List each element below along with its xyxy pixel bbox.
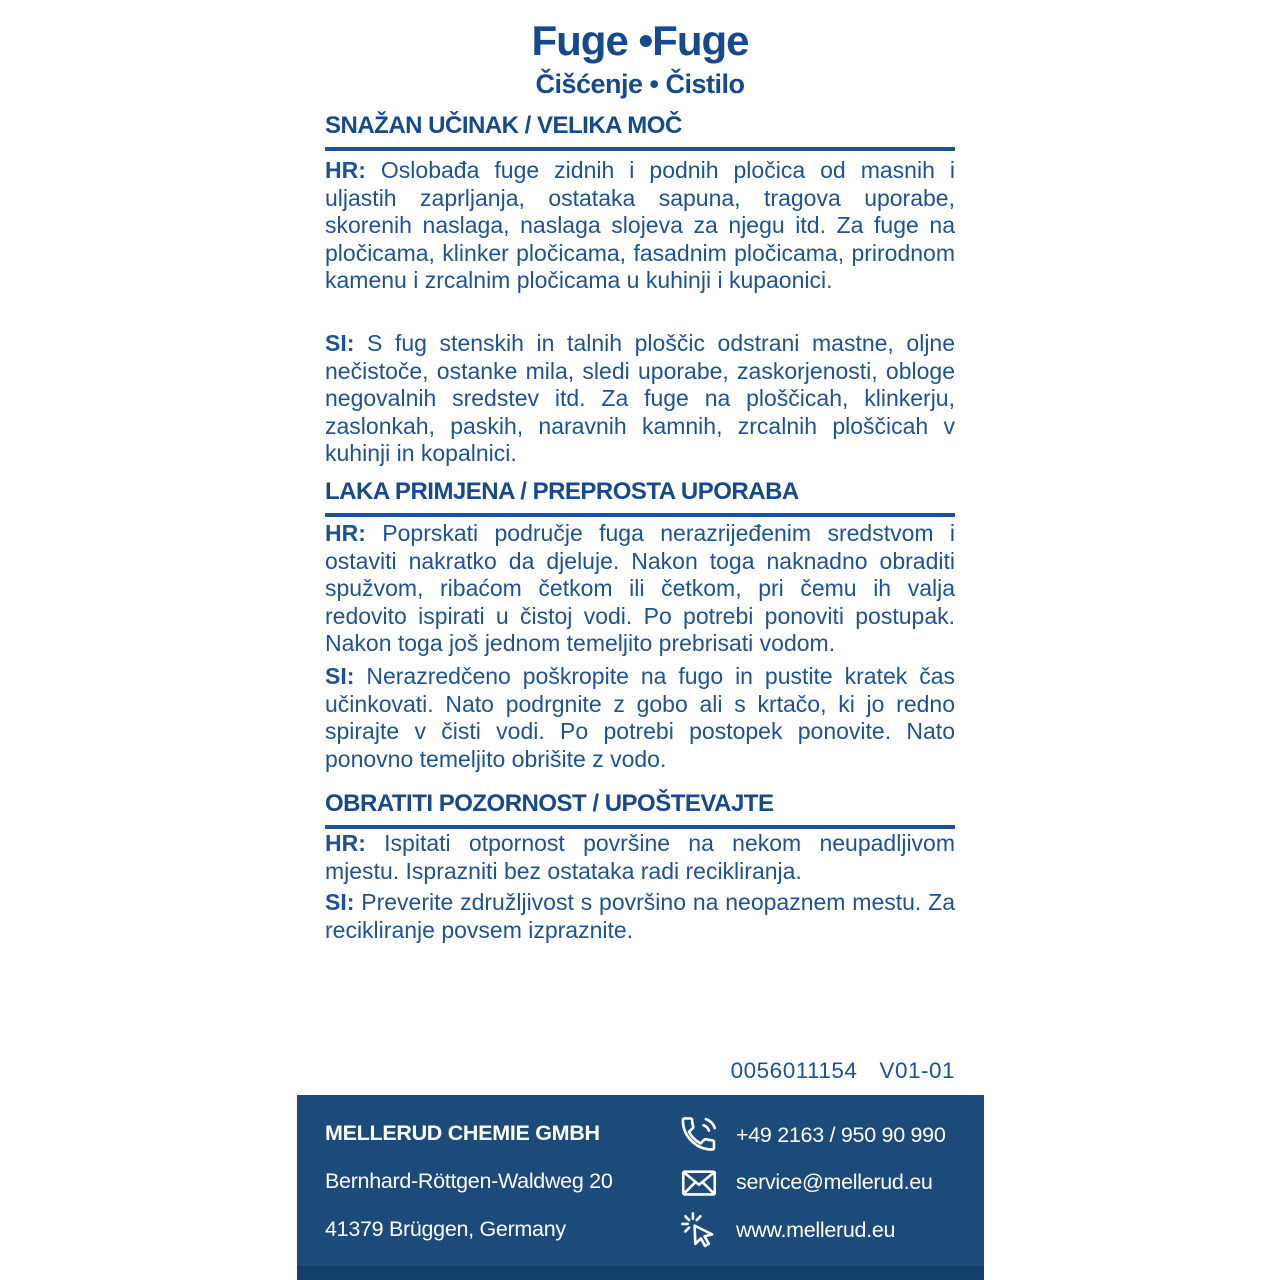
section-heading-effect: SNAŽAN UČINAK / VELIKA MOČ	[325, 112, 955, 151]
lang-label-si: SI:	[325, 663, 355, 689]
section-heading-attention: OBRATITI POZORNOST / UPOŠTEVAJTE	[325, 790, 955, 829]
paragraph-text: S fug stenskih in talnih ploščic odstrani mastne, oljne nečistoče, ostanke mila, sledi uporabe, zaskorjenosti, obloge negovalnih sredstev itd. Za fuge na ploščicah, klinkerju, zaslonkah, paskih, naravnih kamnih, zrcalnih ploščicah v kuhinji in kopalnici.	[325, 330, 956, 466]
paragraph-text: Ispitati otpornost površine na nekom neupadljivom mjestu. Isprazniti bez ostataka radi recikliranja.	[325, 830, 956, 884]
address-city: 41379 Brüggen, Germany	[325, 1217, 566, 1241]
email-address: service@mellerud.eu	[736, 1170, 933, 1194]
version-code: V01-01	[879, 1058, 955, 1083]
email-icon	[677, 1161, 721, 1205]
website-url: www.mellerud.eu	[736, 1217, 896, 1242]
address-street: Bernhard-Röttgen-Waldweg 20	[325, 1169, 613, 1193]
label-header	[0, 18, 1280, 101]
manufacturer-footer	[297, 1095, 984, 1280]
lang-label-si: SI:	[325, 889, 355, 915]
contact-block	[677, 1111, 960, 1254]
paragraph-application-si	[325, 663, 955, 773]
product-code-line	[731, 1058, 955, 1084]
lang-label-si: SI:	[325, 330, 355, 356]
paragraph-text: Nerazredčeno poškropite na fugo in pustite kratek čas učinkovati. Nato podrgnite z gobo ali s krtačo, ki jo redno spirajte v čisti vodi. Po potrebi postopek ponovite. Nato ponovno temeljito obrišite z vodo.	[325, 663, 955, 772]
lang-label-hr: HR:	[325, 157, 366, 183]
paragraph-text: Oslobađa fuge zidnih i podnih pločica od masnih i uljastih zaprljanja, ostataka sapuna, tragova uporabe, skorenih naslaga, naslaga slojeva za njegu itd. Za fuge na pločicama, klinker pločicama, fasadnim pločicama, prirodnom kamenu i zrcalnim pločicama u kuhinji i kupaonici.	[325, 157, 956, 293]
company-name: MELLERUD CHEMIE GMBH	[325, 1121, 600, 1145]
paragraph-text: Poprskati područje fuga nerazrijeđenim sredstvom i ostaviti nakratko da djeluje. Nakon toga naknadno obraditi spužvom, ribaćom četkom ili četkom, pri čemu ih valja redovito ispirati u čistoj vodi. Po potrebi ponoviti postupak. Nakon toga još jednom temeljito prebrisati vodom.	[325, 520, 956, 656]
paragraph-application-hr	[325, 520, 955, 658]
product-subtitle: Čišćenje • Čistilo	[535, 69, 745, 100]
manufacturer-address-block	[325, 1111, 677, 1254]
footer-content	[297, 1095, 984, 1266]
phone-icon	[677, 1113, 721, 1157]
paragraph-attention-hr	[325, 830, 955, 885]
footer-bottom-stripe	[297, 1266, 984, 1280]
lang-label-hr: HR:	[325, 830, 366, 856]
paragraph-effect-si	[325, 330, 955, 468]
paragraph-effect-hr	[325, 157, 955, 295]
paragraph-attention-si	[325, 889, 955, 944]
click-icon	[677, 1208, 721, 1252]
product-title: Fuge •Fuge	[531, 17, 749, 64]
phone-number: +49 2163 / 950 90 990	[736, 1122, 946, 1147]
section-heading-application: LAKA PRIMJENA / PREPROSTA UPORABA	[325, 478, 955, 517]
product-code: 0056011154	[730, 1058, 858, 1083]
contact-row-phone	[677, 1113, 960, 1157]
contact-row-email	[677, 1161, 960, 1205]
lang-label-hr: HR:	[325, 520, 366, 546]
paragraph-text: Preverite združljivost s površino na neopaznem mestu. Za recikliranje povsem izpraznite.	[325, 889, 955, 943]
contact-row-website	[677, 1208, 960, 1252]
